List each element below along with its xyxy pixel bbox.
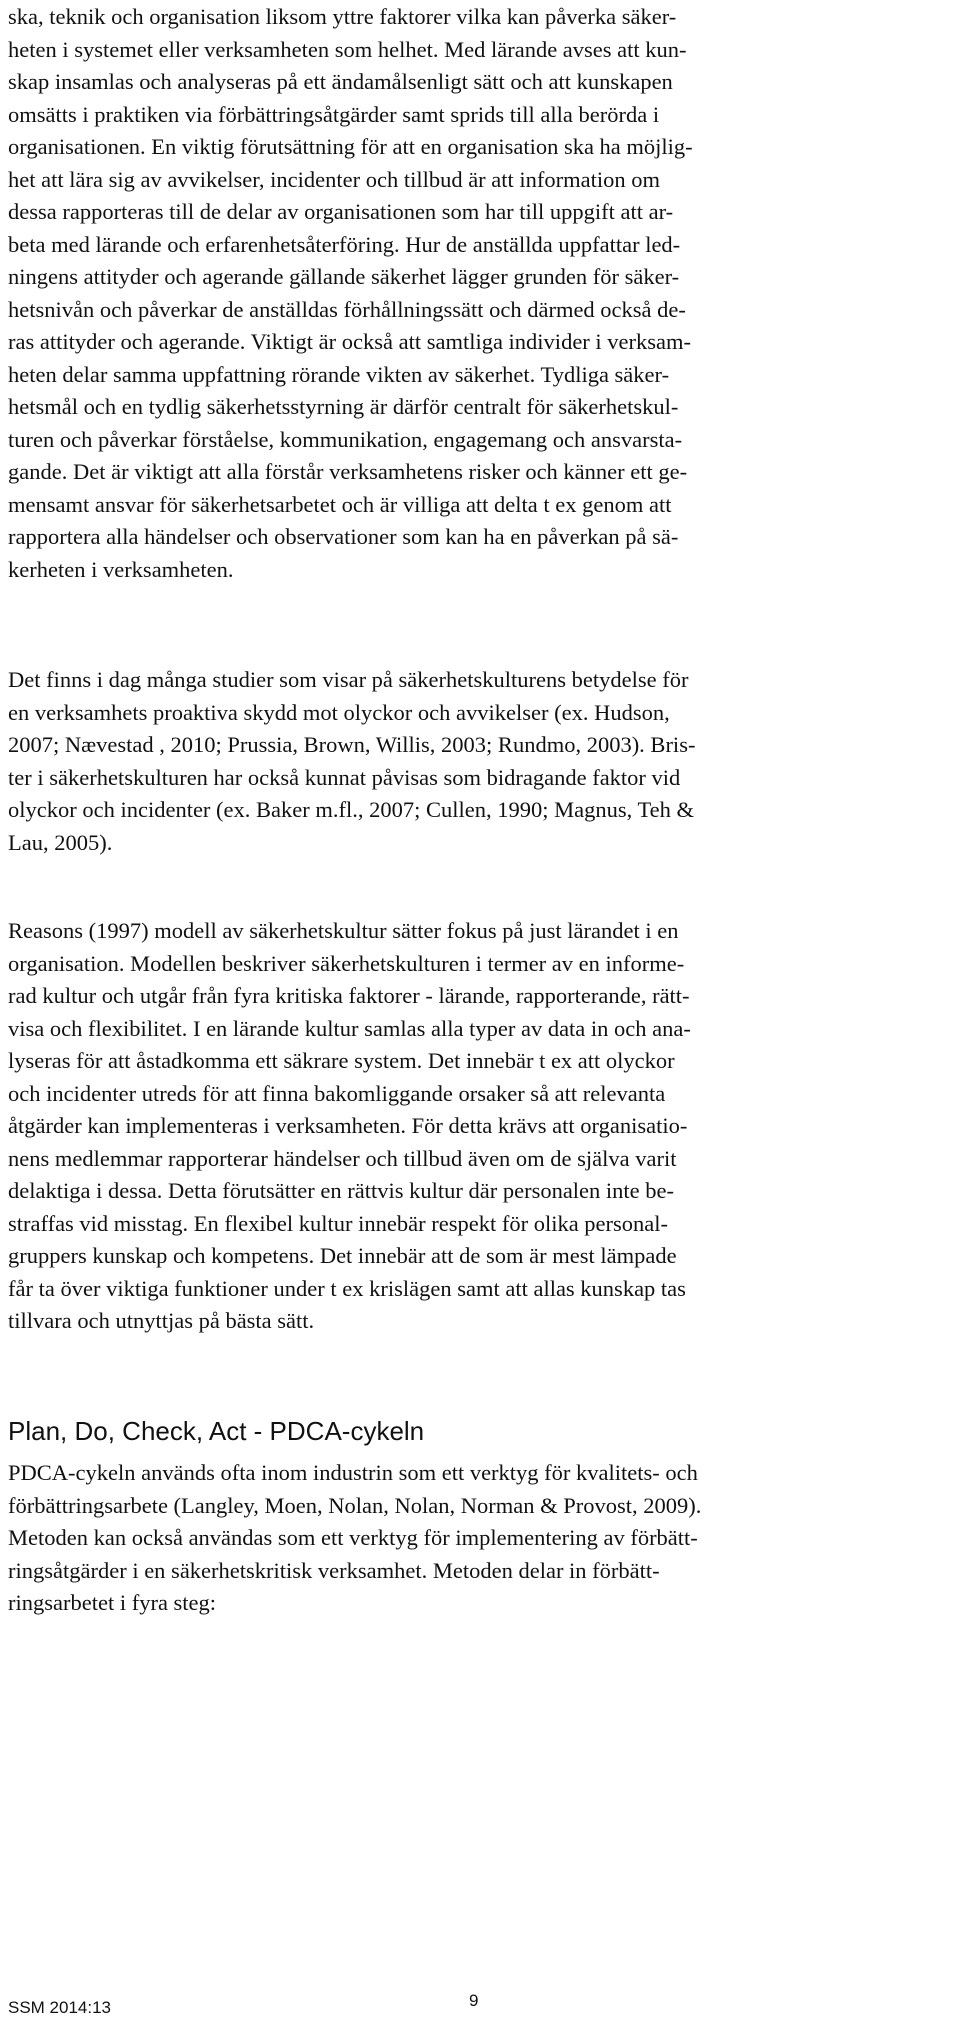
paragraph-reason-model — [8, 915, 948, 1338]
text-line: tillvara och utnyttjas på bästa sätt. — [8, 1308, 315, 1333]
text-line: organisation. Modellen beskriver säkerhetskulturen i termer av en informe- — [8, 950, 685, 976]
text-line: omsätts i praktiken via förbättringsåtgärder samt sprids till alla berörda i — [8, 101, 660, 127]
text-line: skap insamlas och analyseras på ett ändamålsenligt sätt och att kunskapen — [8, 69, 673, 94]
text-line: het att lära sig av avvikelser, incidenter och tillbud är att information om — [8, 166, 661, 192]
text-line: nens medlemmar rapporterar händelser och tillbud även om de själva varit — [8, 1145, 677, 1171]
footer-page-number: 9 — [469, 1991, 479, 2010]
text-line: organisationen. En viktig förutsättning för att en organisation ska ha möjlig- — [8, 134, 693, 159]
text-line: mensamt ansvar för säkerhetsarbetet och är villiga att delta t ex genom att — [8, 491, 672, 517]
footer-report-id: SSM 2014:13 — [8, 1998, 112, 2017]
text-line: åtgärder kan implementeras i verksamheten. För detta krävs att organisatio- — [8, 1113, 688, 1138]
text-line: ringsåtgärder i en säkerhetskritisk verksamhet. Metoden delar in förbätt- — [8, 1557, 660, 1583]
text-line: turen och påverkar förståelse, kommunikation, engagemang och ansvarsta- — [8, 426, 683, 452]
section-heading-pdca: Plan, Do, Check, Act - PDCA-cykeln — [8, 1416, 425, 1446]
text-line: förbättringsarbete (Langley, Moen, Nolan, Nolan, Norman & Provost, 2009). — [8, 1492, 702, 1518]
text-line: och incidenter utreds för att finna bakomliggande orsaker så att relevanta — [8, 1080, 666, 1106]
text-line: olyckor och incidenter (ex. Baker m.fl., 2007; Cullen, 1990; Magnus, Teh & — [8, 797, 694, 822]
paragraph-pdca-intro — [8, 1457, 948, 1620]
text-line: delaktiga i dessa. Detta förutsätter en rättvis kultur där personalen inte be- — [8, 1178, 675, 1203]
text-line: ningens attityder och agerande gällande säkerhet lägger grunden för säker- — [8, 264, 680, 289]
text-line: får ta över viktiga funktioner under t ex krislägen samt att allas kunskap tas — [8, 1275, 686, 1301]
text-line: hetsnivån och påverkar de anställdas förhållningssätt och därmed också de- — [8, 296, 686, 322]
text-line: PDCA-cykeln används ofta inom industrin som ett verktyg för kvalitets- och — [8, 1460, 698, 1485]
text-line: heten delar samma uppfattning rörande vikten av säkerhet. Tydliga säker- — [8, 361, 670, 387]
text-line: rapportera alla händelser och observationer som kan ha en påverkan på sä- — [8, 524, 679, 549]
text-line: Det finns i dag många studier som visar på säkerhetskulturens betydelse för — [8, 667, 689, 692]
text-line: visa och flexibilitet. I en lärande kultur samlas alla typer av data in och ana- — [8, 1015, 691, 1041]
text-line: straffas vid misstag. En flexibel kultur innebär respekt för olika personal- — [8, 1210, 669, 1236]
text-line: dessa rapporteras till de delar av organisationen som har till uppgift att ar- — [8, 199, 674, 224]
text-line: hetsmål och en tydlig säkerhetsstyrning är därför centralt för säkerhetskul- — [8, 394, 679, 419]
text-line: ringsarbetet i fyra steg: — [8, 1590, 217, 1615]
paragraph-safety-culture-studies — [8, 664, 948, 859]
text-line: lyseras för att åstadkomma ett säkrare system. Det innebär t ex att olyckor — [8, 1048, 675, 1073]
paragraph-safety-culture-learning — [8, 1, 948, 586]
text-line: en verksamhets proaktiva skydd mot olyckor och avvikelser (ex. Hudson, — [8, 699, 670, 725]
text-line: Reasons (1997) modell av säkerhetskultur sätter fokus på just lärandet i en — [8, 918, 679, 943]
text-line: beta med lärande och erfarenhetsåterföring. Hur de anställda uppfattar led- — [8, 231, 681, 257]
text-line: gruppers kunskap och kompetens. Det innebär att de som är mest lämpade — [8, 1243, 677, 1268]
text-line: gande. Det är viktigt att alla förstår verksamhetens risker och känner ett ge- — [8, 459, 688, 484]
text-line: ska, teknik och organisation liksom yttre faktorer vilka kan påverka säker- — [8, 4, 677, 29]
text-line: kerheten i verksamheten. — [8, 556, 234, 582]
text-line: ras attityder och agerande. Viktigt är också att samtliga individer i verksam- — [8, 329, 692, 354]
text-line: ter i säkerhetskulturen har också kunnat påvisas som bidragande faktor vid — [8, 764, 681, 790]
text-line: Lau, 2005). — [8, 829, 113, 855]
text-line: rad kultur och utgår från fyra kritiska faktorer - lärande, rapporterande, rätt- — [8, 983, 690, 1008]
text-line: heten i systemet eller verksamheten som helhet. Med lärande avses att kun- — [8, 36, 687, 62]
text-line: 2007; Nævestad , 2010; Prussia, Brown, Willis, 2003; Rundmo, 2003). Bris- — [8, 732, 696, 757]
text-line: Metoden kan också användas som ett verktyg för implementering av förbätt- — [8, 1525, 698, 1550]
